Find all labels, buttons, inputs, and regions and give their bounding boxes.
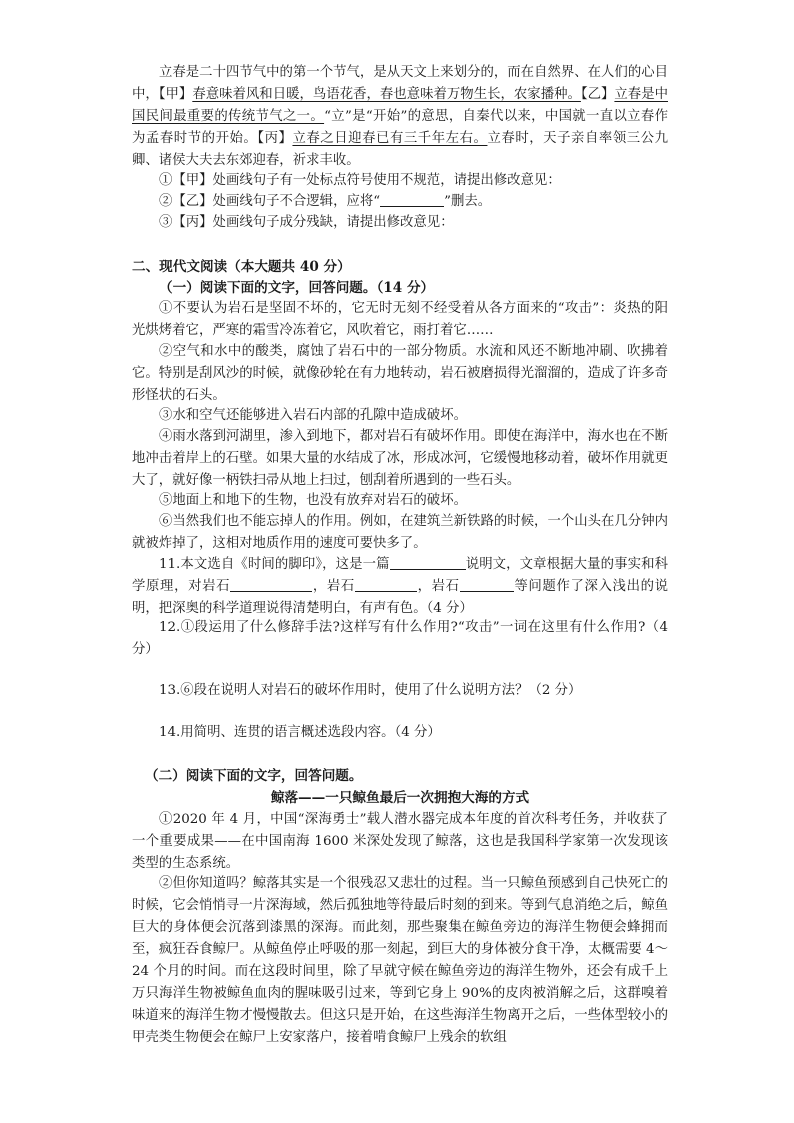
reading-paragraph-2: ②空气和水中的酸类，腐蚀了岩石中的一部分物质。水流和风还不断地冲刷、吹拂着它。特别是刮风沙的时候，就像砂轮在有力地转动，岩石被磨损得光溜溜的，造成了许多奇形怪状的石头。	[132, 344, 668, 403]
tag-yi: 【乙】	[580, 87, 615, 102]
question-11-mid: 说明文，文章根据大量的事实和科学原理，对岩石	[132, 557, 668, 594]
sentence-yi: 立春是中国民间最重要的传统节气之一。	[132, 87, 668, 124]
answer-blank[interactable]	[355, 577, 417, 592]
sub-question-2	[159, 191, 491, 212]
reading-paragraph-1: ①不要认为岩石是坚固不坏的，它无时无刻不经受着从各方面来的“攻击”：炎热的阳光烘烤着它，严寒的霜雪冷冻着它，风吹着它，雨打着它……	[132, 301, 668, 338]
question-14: 14.用简明、连贯的语言概述选段内容。（4 分）	[159, 725, 441, 740]
sub-question-2-tail: ”删去。	[444, 194, 492, 209]
article-paragraph-2: ②但你知道吗？鲸落其实是一个很残忍又悲壮的过程。当一只鲸鱼预感到自己快死亡的时候，它会悄悄寻一片深海域，然后孤独地等待最后时刻的到来。等到气息消绝之后，鲸鱼巨大的身体便会沉落到漆黑的深海。而此刻，那些聚集在鲸鱼旁边的海洋生物便会蜂拥而至，疯狂吞食鲸尸。从鲸鱼停止呼吸的那一刻起，到巨大的身体被分食干净，太概需要 4～24 个月的时间。而在这段时间里，除了早就守候在鲸鱼旁边的海洋生物外，还会有成千上万只海洋生物被鲸鱼血肉的腥味吸引过来，等到它身上 90%的皮肉被消解之后，这群嗅着味道来的海洋生物才慢慢散去。但这只是开始，在这些海洋生物离开之后，一些体型较小的甲壳类生物便会在鲸尸上安家落户，接着啃食鲸尸上残余的软组	[132, 876, 668, 1045]
article-paragraph-1: ①2020 年 4 月，中国“深海勇士”载人潜水器完成本年度的首次科考任务，并收获了一个重要成果——在中国南海 1600 米深处发现了鲸落，这也是我国科学家第一次发现该类型的生态系统。	[132, 812, 668, 871]
question-12: 12.①段运用了什么修辞手法?这样写有什么作用?“攻击”一词在这里有什么作用?（4 分）	[132, 620, 668, 657]
question-11-mid3: ，岩石	[416, 579, 460, 594]
question-11-mid2: ，岩石	[312, 579, 355, 594]
tag-bing: 【丙】	[257, 131, 293, 146]
question-13: 13.⑥段在说明人对岩石的破坏作用时，使用了什么说明方法？（2 分）	[159, 683, 582, 698]
part-one-heading: （一）阅读下面的文字，回答问题。（14 分）	[159, 280, 435, 296]
answer-blank[interactable]	[380, 192, 444, 207]
part-two-heading: （二）阅读下面的文字，回答问题。	[145, 768, 363, 784]
answer-blank[interactable]	[390, 555, 466, 570]
sub-question-3: ③【丙】处画线句子成分残缺，请提出修改意见：	[159, 215, 454, 230]
intro-mid-text: “立”是“开始”的意思，自秦代以来，中国就一直以立春作为孟春时节的开始。	[132, 109, 668, 146]
sentence-bing: 立春之日迎春已有三千年左右。	[292, 131, 488, 146]
article-title: 鲸落——一只鲸鱼最后一次拥抱大海的方式	[270, 790, 530, 806]
question-11-lead: 11.本文选自《时间的脚印》，这是一篇	[159, 557, 390, 572]
sub-question-2-lead: ②【乙】处画线句子不合逻辑，应将“	[159, 194, 381, 209]
section-heading: 二、现代文阅读（本大题共 40 分）	[132, 259, 351, 275]
answer-blank[interactable]	[230, 577, 312, 592]
intro-paragraph	[132, 62, 668, 172]
intro-tail-text: 立春时，天子亲自率领三公九卿、诸侯大夫去东郊迎春，祈求丰收。	[132, 131, 669, 168]
reading-paragraph-4: ④雨水落到河湖里，渗入到地下，都对岩石有破坏作用。即使在海洋中，海水也在不断地冲击着岸上的石壁。如果大量的水结成了冰，形成冰河，它缓慢地移动着，破坏作用就更大了，就好像一柄铁扫帚从地上扫过，刨刮着所遇到的一些石头。	[132, 429, 668, 488]
intro-lead-text: 立春是二十四节气中的第一个节气，是从天文上来划分的，而在自然界、在人们的心目中，	[132, 65, 668, 102]
sub-question-1: ①【甲】处画线句子有一处标点符号使用不规范，请提出修改意见：	[159, 173, 561, 188]
reading-paragraph-5: ⑤地面上和地下的生物，也没有放弃对岩石的破坏。	[159, 493, 467, 508]
question-11-tail: 等问题作了深入浅出的说明，把深奥的科学道理说得清楚明白，有声有色。（4 分）	[132, 579, 669, 616]
sentence-jia: 春意味着风和日暖，鸟语花香，春也意味着万物生长，农家播种。	[192, 87, 581, 102]
reading-paragraph-3: ③水和空气还能够进入岩石内部的孔隙中造成破坏。	[159, 408, 467, 423]
answer-blank[interactable]	[460, 577, 514, 592]
question-11	[132, 554, 668, 620]
reading-paragraph-6: ⑥当然我们也不能忘掉人的作用。例如，在建筑兰新铁路的时候，一个山头在几分钟内就被炸掉了，这相对地质作用的速度可要快多了。	[132, 514, 668, 551]
tag-jia: 【甲】	[158, 87, 193, 102]
